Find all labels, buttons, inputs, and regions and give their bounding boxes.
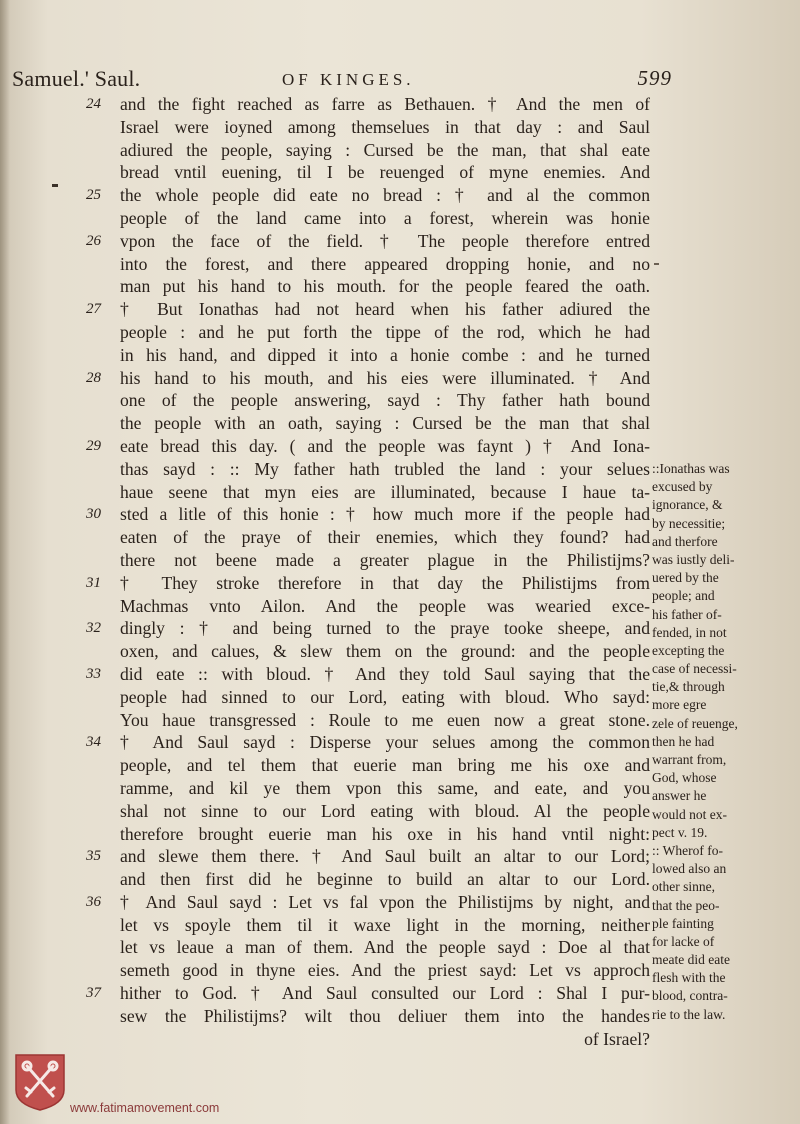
margin-note-line: people; and xyxy=(652,588,715,604)
line-text: You haue transgressed : Roule to me euen now a great stone. xyxy=(120,709,650,730)
margin-note-line: pect v. 19. xyxy=(652,824,708,840)
line-text: semeth good in thyne eies. And the priest sayd: Let vs approch xyxy=(120,960,650,981)
margin-note-line: and therfore xyxy=(652,533,718,549)
text-line xyxy=(86,207,650,230)
text-line xyxy=(86,184,650,207)
line-text: bread vntil euening, til I be reuenged of myne enemies. And xyxy=(120,162,650,183)
line-text: † And Saul sayd : Let vs fal vpon the Philistijms by night, and xyxy=(120,891,650,912)
margin-mark xyxy=(654,263,659,265)
line-text: ramme, and kil ye them vpon this same, and eate, and you xyxy=(120,777,650,798)
line-text: † But Ionathas had not heard when his father adiured the xyxy=(120,299,650,320)
verse-number: 37 xyxy=(86,985,101,1002)
margin-note-line: God, whose xyxy=(652,770,717,786)
text-line xyxy=(86,572,650,595)
margin-note-line: ple fainting xyxy=(652,915,714,931)
text-line xyxy=(86,1005,650,1028)
margin-note-line: blood, contra- xyxy=(652,988,728,1004)
line-text: hither to God. † And Saul consulted our Lord : Shal I pur- xyxy=(120,983,650,1004)
line-text: sted a litle of this honie : † how much more if the people had xyxy=(120,504,650,525)
margin-note-line: answer he xyxy=(652,788,707,804)
line-text: eaten of the praye of their enemies, which they found? had xyxy=(120,527,650,548)
verse-number: 27 xyxy=(86,301,101,318)
book-title: OF KINGES. xyxy=(282,70,415,89)
text-line xyxy=(86,868,650,891)
text-line xyxy=(86,526,650,549)
verse-number: 35 xyxy=(86,848,101,865)
line-text: did eate :: with bloud. † And they told Saul saying that the xyxy=(120,663,650,684)
verse-number: 30 xyxy=(86,506,101,523)
line-text: and slewe them there. † And Saul built an altar to our Lord; xyxy=(120,846,650,867)
text-line xyxy=(86,230,650,253)
text-line xyxy=(86,298,650,321)
line-text: † They stroke therefore in that day the Philistijms from xyxy=(120,572,650,593)
text-line xyxy=(86,253,650,276)
text-line xyxy=(86,412,650,435)
margin-note-line: case of necessi- xyxy=(652,661,737,677)
text-line xyxy=(86,731,650,754)
text-line xyxy=(86,1028,650,1051)
text-line xyxy=(86,367,650,390)
margin-note-line: rie to the law. xyxy=(652,1006,726,1022)
text-line xyxy=(86,754,650,777)
verse-number: 34 xyxy=(86,734,101,751)
text-line xyxy=(86,458,650,481)
line-text: adiured the people, saying : Cursed be the man, that shal eate xyxy=(120,139,650,160)
text-line xyxy=(86,389,650,412)
vatican-keys-logo-icon[interactable] xyxy=(13,1052,67,1112)
line-text: people had sinned to our Lord, eating with bloud. Who sayd: xyxy=(120,686,650,707)
line-text: people, and tel them that euerie man bring me his oxe and xyxy=(120,755,650,776)
line-text: into the forest, and there appeared dropping honie, and no xyxy=(120,253,650,274)
body-text xyxy=(86,93,650,1050)
line-text: and then first did he beginne to build an altar to our Lord. xyxy=(120,869,650,890)
margin-note-line: zele of reuenge, xyxy=(652,715,738,731)
margin-note-line: fended, in not xyxy=(652,624,727,640)
text-line xyxy=(86,709,650,732)
line-text: dingly : † and being turned to the praye tooke sheepe, and xyxy=(120,618,650,639)
text-line xyxy=(86,777,650,800)
margin-note-line: :: Wherof fo- xyxy=(652,842,723,858)
text-line xyxy=(86,139,650,162)
margin-note-line: other sinne, xyxy=(652,879,715,895)
line-text: one of the people answering, sayd : Thy father hath bound xyxy=(120,390,650,411)
running-head: Samuel.' Saul. xyxy=(12,66,141,91)
verse-number: 29 xyxy=(86,437,101,454)
text-line xyxy=(86,435,650,458)
line-text: people of the land came into a forest, wherein was honie xyxy=(120,207,650,228)
line-text: thas sayd : :: My father hath trubled the land : your selues xyxy=(120,458,650,479)
text-line xyxy=(86,982,650,1005)
line-text: let vs leaue a man of them. And the people sayd : Doe al that xyxy=(120,937,650,958)
verse-number: 24 xyxy=(86,96,101,112)
line-text: eate bread this day. ( and the people was faynt ) † And Iona- xyxy=(120,435,650,456)
verse-number: 26 xyxy=(86,232,101,249)
binding-shadow xyxy=(0,0,10,1124)
margin-note-line: by necessitie; xyxy=(652,515,726,531)
text-line xyxy=(86,595,650,618)
line-text: in his hand, and dipped it into a honie combe : and he turned xyxy=(120,344,650,365)
line-text: vpon the face of the field. † The people therefore entred xyxy=(120,230,650,251)
text-line xyxy=(86,93,650,116)
line-text: there not beene made a greater plague in the Philistijms? xyxy=(120,549,650,570)
margin-note-line: lowed also an xyxy=(652,861,727,877)
verse-number: 25 xyxy=(86,187,101,204)
text-line xyxy=(86,344,650,367)
margin-note-line: tie,& through xyxy=(652,679,725,695)
text-line xyxy=(86,823,650,846)
text-line xyxy=(86,321,650,344)
text-line xyxy=(86,936,650,959)
margin-note-line: that the peo- xyxy=(652,897,720,913)
text-line xyxy=(86,116,650,139)
text-line xyxy=(86,800,650,823)
margin-note-line: would not ex- xyxy=(652,806,727,822)
line-text: oxen, and calues, & slew them on the ground: and the people xyxy=(120,641,650,662)
text-line xyxy=(86,161,650,184)
line-text: let vs spoyle them til it waxe light in the morning, neither xyxy=(120,914,650,935)
text-line xyxy=(86,845,650,868)
page-number: 599 xyxy=(637,66,672,90)
margin-note-line: ignorance, & xyxy=(652,497,723,513)
line-text: Israel were ioyned among themselues in that day : and Saul xyxy=(120,116,650,137)
line-text: therefore brought euerie man his oxe in his hand vntil night: xyxy=(120,823,650,844)
margin-note-line: flesh with the xyxy=(652,970,726,986)
line-text: and the fight reached as farre as Bethauen. † And the men of xyxy=(120,94,650,114)
text-line xyxy=(86,617,650,640)
margin-note-line: was iustly deli- xyxy=(652,551,735,567)
margin-mark xyxy=(52,184,58,187)
line-text: sew the Philistijms? wilt thou deliuer them into the handes xyxy=(120,1005,650,1026)
margin-note-line: uered by the xyxy=(652,570,719,586)
margin-note-line: warrant from, xyxy=(652,752,727,767)
margin-note-line: excepting the xyxy=(652,642,725,658)
verse-number: 33 xyxy=(86,665,101,682)
line-text: his hand to his mouth, and his eies were illuminated. † And xyxy=(120,367,650,388)
line-text: Machmas vnto Ailon. And the people was wearied exce- xyxy=(120,595,650,616)
verse-number: 28 xyxy=(86,369,101,386)
page-header xyxy=(12,66,772,96)
line-text: the people with an oath, saying : Cursed be the man that shal xyxy=(120,413,650,434)
verse-number: 36 xyxy=(86,893,101,910)
text-line xyxy=(86,959,650,982)
line-text: people : and he put forth the tippe of the rod, which he had xyxy=(120,321,650,342)
margin-note-line: for lacke of xyxy=(652,933,715,949)
text-line xyxy=(86,640,650,663)
margin-note-line: meate did eate xyxy=(652,952,730,968)
text-line xyxy=(86,481,650,504)
margin-note-line: then he had xyxy=(652,733,715,749)
website-watermark[interactable]: www.fatimamovement.com xyxy=(70,1101,220,1115)
line-text: the whole people did eate no bread : † and al the common xyxy=(120,185,650,206)
line-text: of Israel? xyxy=(584,1028,650,1049)
line-text: † And Saul sayd : Disperse your selues among the common xyxy=(120,732,650,753)
margin-note-line: excused by xyxy=(652,479,713,495)
text-line xyxy=(86,663,650,686)
text-line xyxy=(86,549,650,572)
text-line xyxy=(86,914,650,937)
margin-note-line: more egre xyxy=(652,697,707,713)
line-text: man put his hand to his mouth. for the people feared the oath. xyxy=(120,276,650,297)
text-line xyxy=(86,503,650,526)
line-text: shal not sinne to our Lord eating with bloud. Al the people xyxy=(120,800,650,821)
verse-number: 32 xyxy=(86,620,101,637)
text-line xyxy=(86,891,650,914)
margin-note-line: his father of- xyxy=(652,606,722,622)
line-text: haue seene that myn eies are illuminated, because I haue ta- xyxy=(120,481,650,502)
text-line xyxy=(86,275,650,298)
margin-notes xyxy=(652,460,770,1024)
margin-note-line: ::Ionathas was xyxy=(652,461,730,476)
text-line xyxy=(86,686,650,709)
verse-number: 31 xyxy=(86,574,101,591)
